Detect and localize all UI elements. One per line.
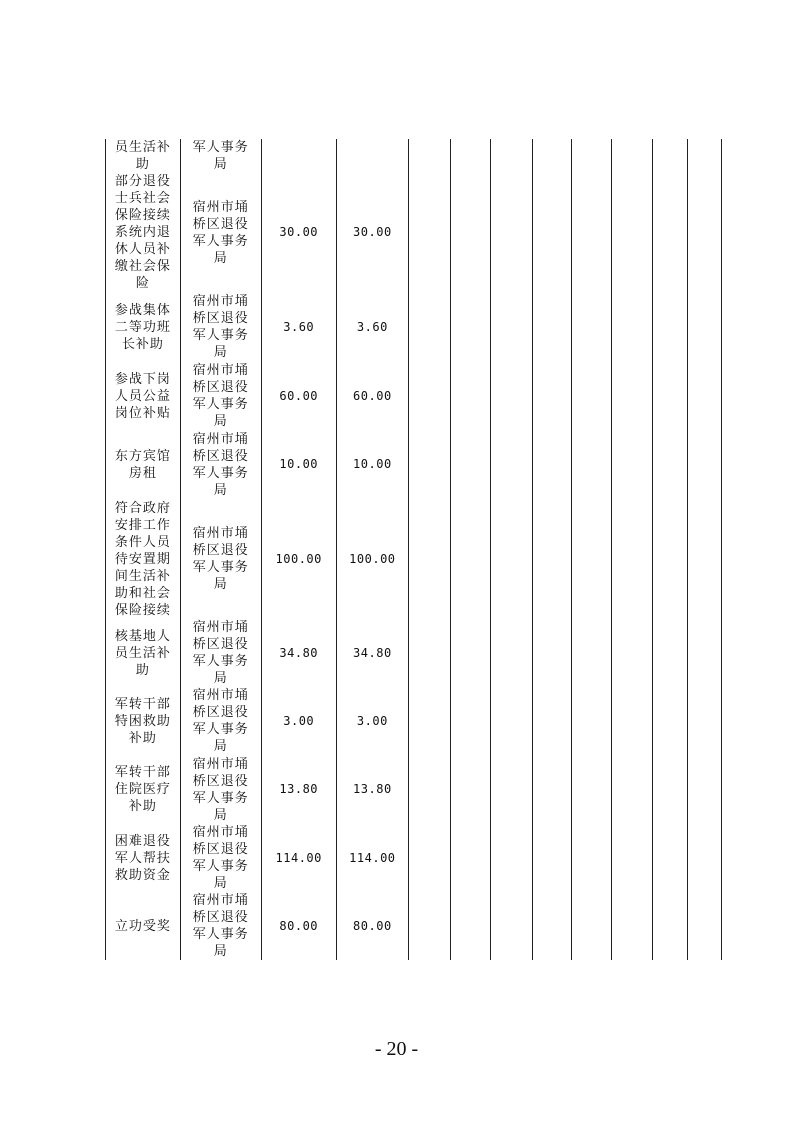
empty-cell (687, 430, 721, 499)
empty-cell (652, 619, 687, 687)
empty-cell (611, 619, 652, 687)
amount-total-cell: 3.60 (261, 292, 336, 362)
empty-cell (450, 139, 491, 173)
empty-cell (409, 499, 451, 619)
amount-budget-cell: 34.80 (336, 619, 409, 687)
item-name-cell: 核基地人员生活补助 (106, 619, 181, 687)
amount-total-cell: 30.00 (261, 173, 336, 292)
empty-cell (409, 687, 451, 755)
table-row (106, 619, 722, 687)
page-number: - 20 - (374, 1038, 419, 1060)
item-name-cell: 参战下岗人员公益岗位补贴 (106, 362, 181, 430)
empty-cell (409, 619, 451, 687)
empty-cell (532, 824, 572, 892)
table-row (106, 139, 722, 173)
empty-cell (652, 362, 687, 430)
empty-cell (532, 892, 572, 960)
empty-cell (687, 619, 721, 687)
amount-total-cell: 13.80 (261, 755, 336, 824)
amount-budget-cell (336, 139, 409, 173)
amount-total-cell: 60.00 (261, 362, 336, 430)
empty-cell (572, 824, 612, 892)
amount-budget-cell: 3.60 (336, 292, 409, 362)
empty-cell (652, 139, 687, 173)
amount-total-cell: 34.80 (261, 619, 336, 687)
item-name-cell: 军转干部住院医疗补助 (106, 755, 181, 824)
empty-cell (491, 362, 533, 430)
empty-cell (611, 499, 652, 619)
empty-cell (572, 687, 612, 755)
empty-cell (409, 430, 451, 499)
empty-cell (652, 499, 687, 619)
empty-cell (450, 755, 491, 824)
empty-cell (450, 824, 491, 892)
empty-cell (611, 173, 652, 292)
department-cell: 宿州市埇桥区退役军人事务局 (180, 430, 261, 499)
department-cell: 宿州市埇桥区退役军人事务局 (180, 362, 261, 430)
empty-cell (450, 687, 491, 755)
empty-cell (652, 430, 687, 499)
amount-budget-cell: 114.00 (336, 824, 409, 892)
empty-cell (532, 139, 572, 173)
empty-cell (532, 362, 572, 430)
empty-cell (491, 892, 533, 960)
empty-cell (687, 139, 721, 173)
empty-cell (409, 824, 451, 892)
empty-cell (532, 619, 572, 687)
empty-cell (491, 824, 533, 892)
department-cell: 宿州市埇桥区退役军人事务局 (180, 619, 261, 687)
item-name-cell: 立功受奖 (106, 892, 181, 960)
department-cell: 宿州市埇桥区退役军人事务局 (180, 824, 261, 892)
empty-cell (572, 499, 612, 619)
table-row (106, 755, 722, 824)
amount-total-cell: 80.00 (261, 892, 336, 960)
empty-cell (532, 430, 572, 499)
empty-cell (572, 430, 612, 499)
item-name-cell: 符合政府安排工作条件人员待安置期间生活补助和社会保险接续 (106, 499, 181, 619)
empty-cell (532, 173, 572, 292)
department-cell: 宿州市埇桥区退役军人事务局 (180, 892, 261, 960)
empty-cell (532, 292, 572, 362)
empty-cell (491, 755, 533, 824)
empty-cell (572, 755, 612, 824)
empty-cell (450, 430, 491, 499)
amount-total-cell: 10.00 (261, 430, 336, 499)
empty-cell (409, 892, 451, 960)
empty-cell (450, 362, 491, 430)
empty-cell (611, 824, 652, 892)
empty-cell (491, 173, 533, 292)
empty-cell (652, 755, 687, 824)
empty-cell (572, 892, 612, 960)
empty-cell (611, 292, 652, 362)
item-name-cell: 员生活补助 (106, 139, 181, 173)
empty-cell (572, 139, 612, 173)
empty-cell (687, 292, 721, 362)
empty-cell (572, 292, 612, 362)
amount-budget-cell: 10.00 (336, 430, 409, 499)
item-name-cell: 军转干部特困救助补助 (106, 687, 181, 755)
empty-cell (491, 687, 533, 755)
empty-cell (450, 499, 491, 619)
amount-total-cell: 114.00 (261, 824, 336, 892)
empty-cell (450, 173, 491, 292)
empty-cell (652, 824, 687, 892)
empty-cell (652, 173, 687, 292)
empty-cell (409, 755, 451, 824)
item-name-cell: 东方宾馆房租 (106, 430, 181, 499)
empty-cell (491, 619, 533, 687)
amount-budget-cell: 60.00 (336, 362, 409, 430)
empty-cell (611, 139, 652, 173)
amount-budget-cell: 100.00 (336, 499, 409, 619)
empty-cell (652, 687, 687, 755)
item-name-cell: 参战集体二等功班长补助 (106, 292, 181, 362)
table-row (106, 687, 722, 755)
department-cell: 宿州市埇桥区退役军人事务局 (180, 687, 261, 755)
empty-cell (611, 687, 652, 755)
table-row (106, 892, 722, 960)
table-row (106, 430, 722, 499)
department-cell: 军人事务局 (180, 139, 261, 173)
empty-cell (491, 430, 533, 499)
empty-cell (450, 892, 491, 960)
table-row (106, 173, 722, 292)
table-row (106, 292, 722, 362)
empty-cell (687, 173, 721, 292)
department-cell: 宿州市埇桥区退役军人事务局 (180, 499, 261, 619)
empty-cell (409, 173, 451, 292)
amount-total-cell: 3.00 (261, 687, 336, 755)
empty-cell (611, 755, 652, 824)
empty-cell (611, 430, 652, 499)
empty-cell (491, 292, 533, 362)
amount-total-cell: 100.00 (261, 499, 336, 619)
empty-cell (532, 499, 572, 619)
empty-cell (611, 362, 652, 430)
department-cell: 宿州市埇桥区退役军人事务局 (180, 755, 261, 824)
amount-total-cell (261, 139, 336, 173)
empty-cell (572, 619, 612, 687)
budget-table-container (105, 139, 722, 960)
empty-cell (450, 619, 491, 687)
empty-cell (491, 139, 533, 173)
department-cell: 宿州市埇桥区退役军人事务局 (180, 173, 261, 292)
empty-cell (652, 292, 687, 362)
amount-budget-cell: 80.00 (336, 892, 409, 960)
item-name-cell: 部分退役士兵社会保险接续系统内退休人员补缴社会保险 (106, 173, 181, 292)
empty-cell (687, 362, 721, 430)
empty-cell (532, 755, 572, 824)
empty-cell (450, 292, 491, 362)
amount-budget-cell: 30.00 (336, 173, 409, 292)
empty-cell (572, 362, 612, 430)
empty-cell (687, 892, 721, 960)
empty-cell (611, 892, 652, 960)
empty-cell (687, 499, 721, 619)
table-body (106, 139, 722, 960)
amount-budget-cell: 13.80 (336, 755, 409, 824)
empty-cell (652, 892, 687, 960)
empty-cell (687, 755, 721, 824)
empty-cell (409, 292, 451, 362)
empty-cell (491, 499, 533, 619)
empty-cell (409, 362, 451, 430)
table-row (106, 499, 722, 619)
empty-cell (409, 139, 451, 173)
empty-cell (532, 687, 572, 755)
empty-cell (687, 824, 721, 892)
amount-budget-cell: 3.00 (336, 687, 409, 755)
item-name-cell: 困难退役军人帮扶救助资金 (106, 824, 181, 892)
budget-table (105, 139, 722, 960)
table-row (106, 362, 722, 430)
empty-cell (687, 687, 721, 755)
empty-cell (572, 173, 612, 292)
table-row (106, 824, 722, 892)
department-cell: 宿州市埇桥区退役军人事务局 (180, 292, 261, 362)
